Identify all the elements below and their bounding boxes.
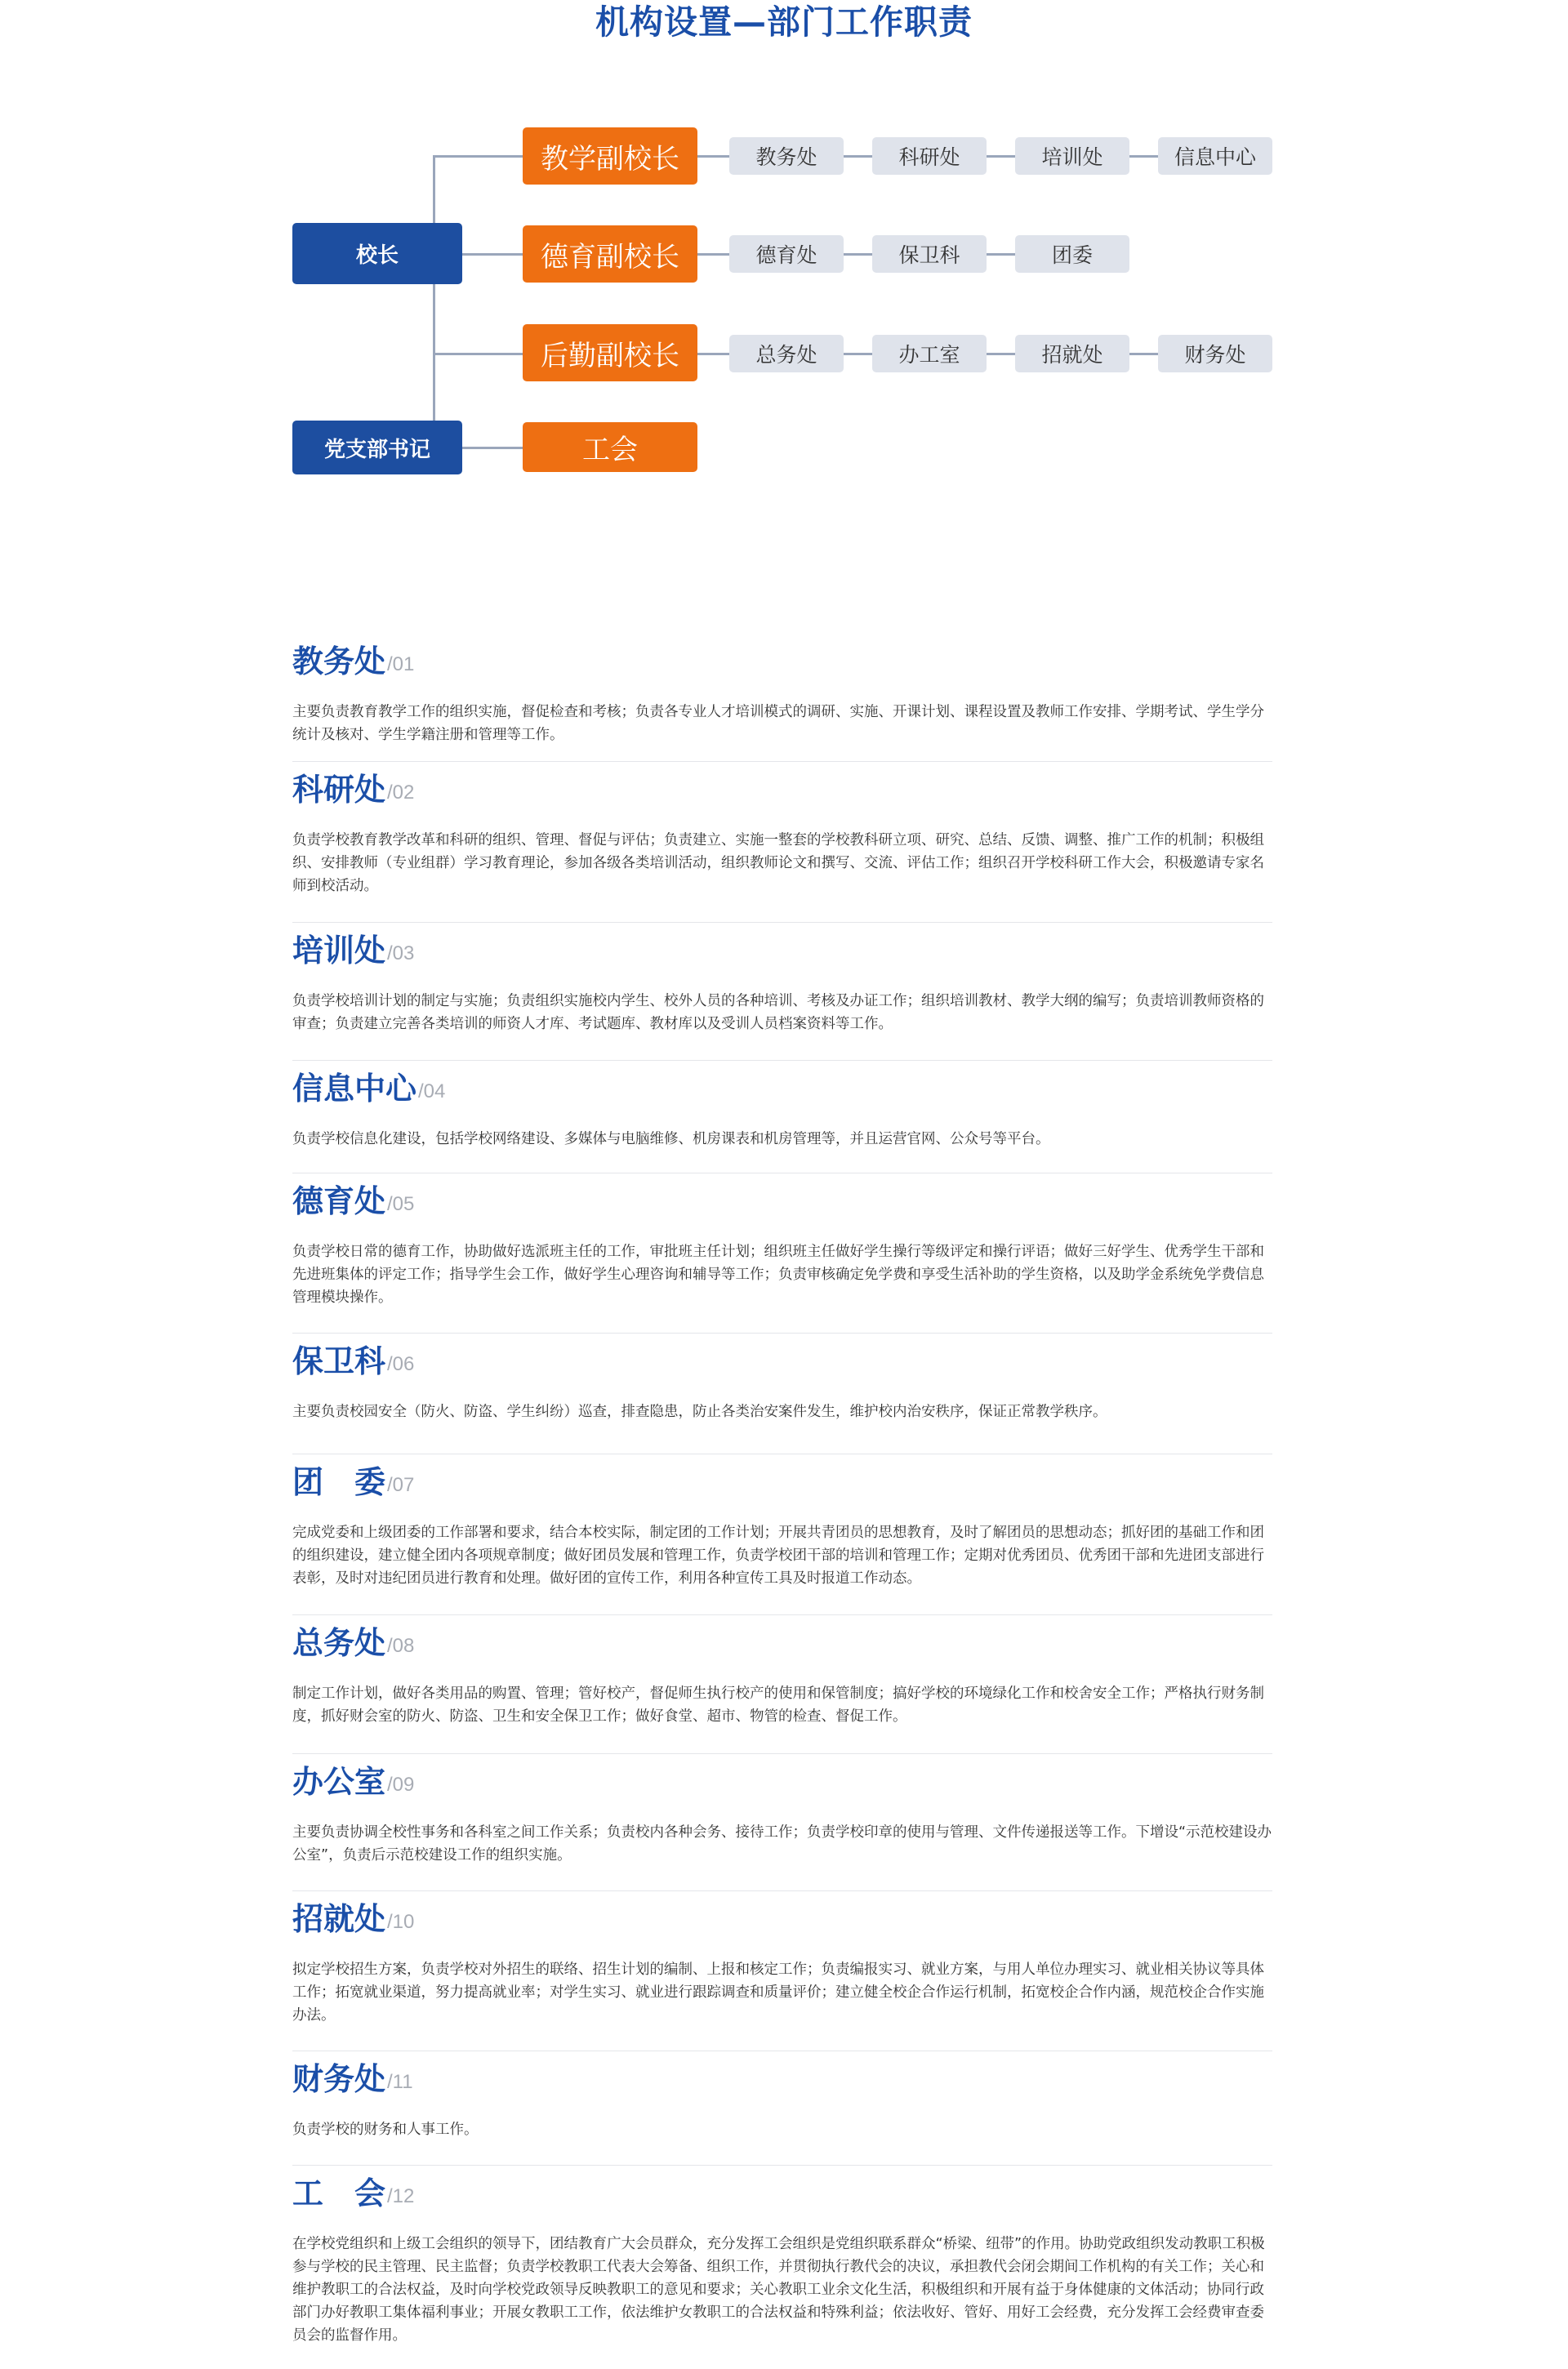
dept-description: 负责学校教育教学改革和科研的组织、管理、督促与评估；负责建立、实施一整套的学校教科研立项、研究、总结、反馈、调整、推广工作的机制；积极组织、安排教师（专业组群）学习教育理论，参加各级各类培训活动，组织教师论文和撰写、交流、评估工作；组织召开学校科研工作大会，积极邀请专家名师到校活动。 (292, 832, 1264, 894)
dept-title: 办公室 (292, 1764, 386, 1800)
dept-section-jiaowu (292, 634, 1272, 762)
vice-principal-moral-node: 德育副校长 (523, 225, 697, 283)
dept-node-zhaojiu: 招就处 (1015, 335, 1129, 372)
dept-number: /06 (387, 1353, 415, 1375)
dept-section-deyu (292, 1173, 1272, 1334)
dept-section-bangong (292, 1754, 1272, 1891)
connector-trunk (433, 155, 435, 422)
dept-title: 德育处 (292, 1183, 386, 1219)
dept-description: 完成党委和上级团委的工作部署和要求，结合本校实际，制定团的工作计划；开展共青团员的思想教育，及时了解团员的思想动态；抓好团的基础工作和团的组织建设，建立健全团内各项规章制度；做好团员发展和管理工作，负责学校团干部的培训和管理工作；定期对优秀团员、优秀团干部和先进团支部进行表彰，及时对违纪团员进行教育和处理。做好团的宣传工作，利用各种宣传工具及时报道工作动态。 (292, 1525, 1264, 1587)
page-title: 机构设置—部门工作职责 (595, 2, 973, 42)
connector-vp1 (433, 155, 523, 158)
dept-title: 信息中心 (292, 1071, 417, 1107)
dept-title: 工 会 (292, 2175, 386, 2211)
connector-union (461, 447, 523, 449)
dept-node-peixun: 培训处 (1015, 137, 1129, 175)
dept-section-tuanwei (292, 1454, 1272, 1615)
dept-title: 总务处 (292, 1625, 386, 1661)
dept-title: 科研处 (292, 772, 386, 808)
dept-title: 财务处 (292, 2061, 386, 2097)
dept-number: /04 (418, 1080, 446, 1102)
dept-number: /01 (387, 653, 415, 675)
dept-number: /07 (387, 1474, 415, 1496)
dept-description: 拟定学校招生方案，负责学校对外招生的联络、招生计划的编制、上报和核定工作；负责编报实习、就业方案，与用人单位办理实习、就业相关协议等具体工作；拓宽就业渠道，努力提高就业率；对学生实习、就业进行跟踪调查和质量评价；建立健全校企合作运行机制，拓宽校企合作内涵，规范校企合作实施办法。 (292, 1962, 1264, 2024)
dept-title: 招就处 (292, 1901, 386, 1937)
dept-section-peixun (292, 923, 1272, 1061)
dept-title: 团 委 (292, 1464, 386, 1500)
party-secretary-node: 党支部书记 (292, 421, 462, 474)
dept-node-bangong: 办工室 (872, 335, 987, 372)
dept-node-keyan: 科研处 (872, 137, 987, 175)
dept-number: /09 (387, 1774, 415, 1796)
dept-section-zongwu (292, 1615, 1272, 1754)
dept-description: 主要负责校园安全（防火、防盗、学生纠纷）巡查，排查隐患，防止各类治安案件发生，维护校内治安秩序，保证正常教学秩序。 (292, 1404, 1107, 1420)
dept-node-xinxi: 信息中心 (1158, 137, 1272, 175)
dept-node-tuanwei: 团委 (1015, 235, 1129, 273)
dept-section-keyan (292, 762, 1272, 923)
dept-description: 在学校党组织和上级工会组织的领导下，团结教育广大会员群众，充分发挥工会组织是党组织联系群众“桥梁、纽带”的作用。协助党政组织发动教职工积极参与学校的民主管理、民主监督；负责学校教职工代表大会筹备、组织工作，并贯彻执行教代会的决议，承担教代会闭会期间工作机构的有关工作；关心和维护教职工的合法权益，及时向学校党政领导反映教职工的意见和要求；关心教职工业余文化生活，积极组织和开展有益于身体健康的文体活动；协同行政部门办好教职工集体福利事业；开展女教职工工作，依法维护女教职工的合法权益和特殊利益；依法收好、管好、用好工会经费，充分发挥工会经费审查委员会的监督作用。 (292, 2236, 1265, 2344)
dept-number: /08 (387, 1635, 415, 1657)
department-list (292, 634, 1272, 2347)
dept-section-gonghui (292, 2166, 1272, 2347)
dept-section-xinxi (292, 1061, 1272, 1173)
dept-description: 主要负责协调全校性事务和各科室之间工作关系；负责校内各种会务、接待工作；负责学校印章的使用与管理、文件传递报送等工作。下增设“示范校建设办公室”，负责后示范校建设工作的组织实施。 (292, 1824, 1272, 1864)
dept-number: /10 (387, 1911, 415, 1933)
dept-number: /05 (387, 1193, 415, 1215)
vice-principal-logistics-node: 后勤副校长 (523, 324, 697, 381)
dept-section-zhaojiu (292, 1891, 1272, 2051)
dept-description: 负责学校培训计划的制定与实施；负责组织实施校内学生、校外人员的各种培训、考核及办证工作；组织培训教材、教学大纲的编写；负责培训教师资格的审查；负责建立完善各类培训的师资人才库、考试题库、教材库以及受训人员档案资料等工作。 (292, 993, 1264, 1032)
dept-number: /02 (387, 782, 415, 804)
dept-section-baowei (292, 1334, 1272, 1454)
dept-description: 主要负责教育教学工作的组织实施，督促检查和考核；负责各专业人才培训模式的调研、实施、开课计划、课程设置及教师工作安排、学期考试、学生学分统计及核对、学生学籍注册和管理等工作。 (292, 704, 1264, 743)
dept-number: /11 (387, 2071, 413, 2093)
dept-node-caiwu: 财务处 (1158, 335, 1272, 372)
dept-description: 制定工作计划，做好各类用品的购置、管理；管好校产，督促师生执行校产的使用和保管制度；搞好学校的环境绿化工作和校舍安全工作；严格执行财务制度，抓好财会室的防火、防盗、卫生和安全保卫工作；做好食堂、超市、物管的检查、督促工作。 (292, 1685, 1264, 1725)
dept-title: 培训处 (292, 933, 386, 969)
dept-description: 负责学校日常的德育工作，协助做好选派班主任的工作，审批班主任计划；组织班主任做好学生操行等级评定和操行评语；做好三好学生、优秀学生干部和先进班集体的评定工作；指导学生会工作，做好学生心理咨询和辅导等工作；负责审核确定免学费和享受生活补助的学生资格，以及助学金系统免学费信息管理模块操作。 (292, 1244, 1264, 1306)
dept-title: 教务处 (292, 643, 386, 679)
dept-description: 负责学校信息化建设，包括学校网络建设、多媒体与电脑维修、机房课表和机房管理等，并且运营官网、公众号等平台。 (292, 1131, 1050, 1147)
dept-number: /03 (387, 942, 415, 964)
connector-vp3 (433, 353, 523, 355)
dept-node-deyu: 德育处 (729, 235, 844, 273)
dept-description: 负责学校的财务和人事工作。 (292, 2122, 479, 2138)
dept-node-baowei: 保卫科 (872, 235, 987, 273)
dept-node-zongwu: 总务处 (729, 335, 844, 372)
connector-principal (461, 253, 523, 256)
dept-number: /12 (387, 2185, 415, 2207)
dept-title: 保卫科 (292, 1343, 386, 1379)
dept-section-caiwu (292, 2051, 1272, 2166)
dept-node-jiaowu: 教务处 (729, 137, 844, 175)
union-node: 工会 (523, 422, 697, 472)
org-chart (0, 0, 1568, 572)
vice-principal-teaching-node: 教学副校长 (523, 127, 697, 185)
principal-node: 校长 (292, 223, 462, 284)
